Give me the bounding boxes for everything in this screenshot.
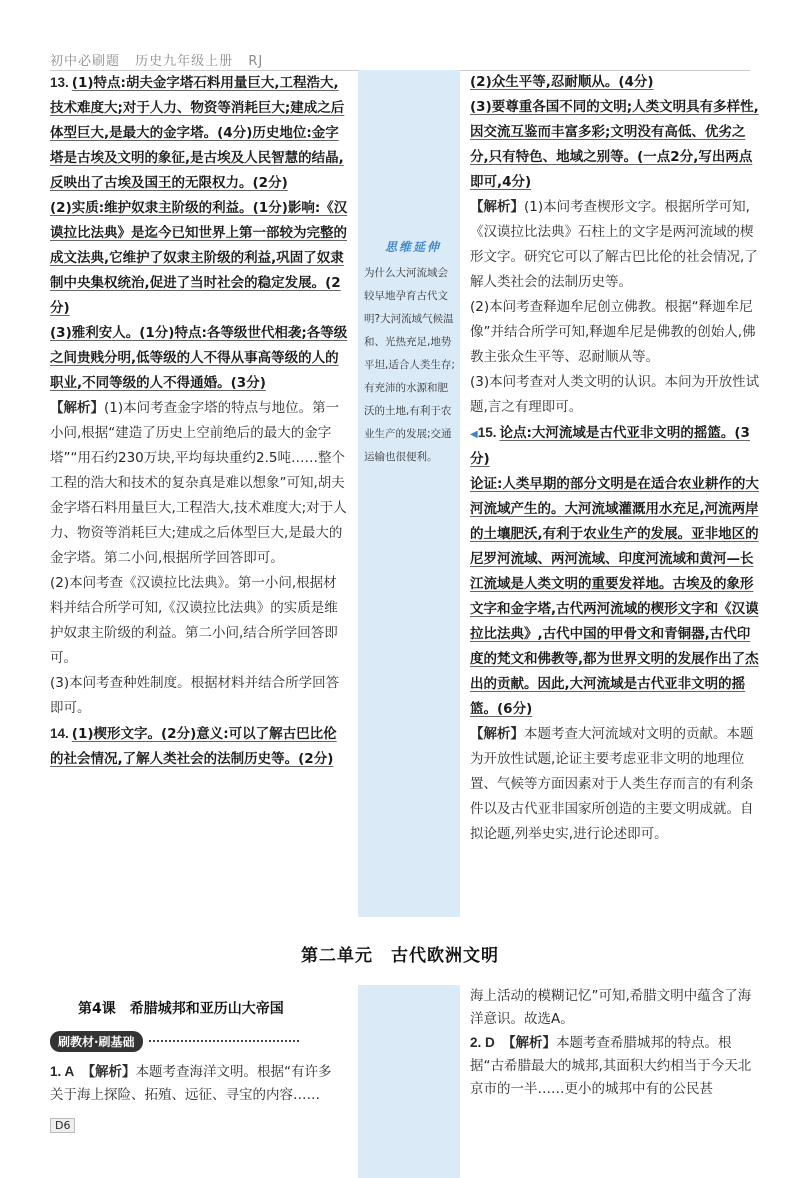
question-number: 15. <box>477 425 497 440</box>
dotted-divider <box>149 1040 299 1042</box>
answer-text: (3)要尊重各国不同的文明;人类文明具有多样性,因交流互鉴而丰富多彩;文明没有高低、优劣之分,只有特色、地域之别等。(一点2分,写出两点即可,4分) <box>470 99 759 190</box>
answer-text: 论点:大河流域是古代亚非文明的摇篮。(3分) <box>470 425 750 467</box>
analysis-text: 本题考查海洋文明。根据“有许多关于海上探险、拓殖、远征、寻宝的内容…… <box>50 1064 332 1103</box>
q1-answer <box>50 1060 340 1107</box>
sidebar-strip <box>358 985 460 1178</box>
analysis-text: (1)本问考查楔形文字。根据所学可知,《汉谟拉比法典》石柱上的文字是两河流域的楔形文字。研究它可以了解古巴比伦的社会情况,了解人类社会的法制历史等。 <box>470 199 758 290</box>
q14-analysis1 <box>470 195 760 295</box>
answer-text: (2)实质:维护奴隶主阶级的利益。(1分)影响:《汉谟拉比法典》是迄今已知世界上第一部较为完整的成文法典,它维护了奴隶主阶级的利益,巩固了奴隶制中央集权统治,促进了当时社会的稳定发展。(2分) <box>50 200 348 316</box>
q13-part3 <box>50 321 350 396</box>
right-column <box>470 70 760 847</box>
q13-analysis3: (3)本问考查种姓制度。根据材料并结合所学回答即可。 <box>50 675 340 716</box>
analysis-text: 本题考查大河流域对文明的贡献。本题为开放性试题,论证主要考虑亚非文明的地理位置、气候等方面因素对于人类生存而言的有利条件以及古代亚非国家所创造的主要文明成就。自拟论题,列举史实,进行论述即可。 <box>470 726 754 842</box>
q2-answer <box>470 1031 760 1101</box>
analysis-tag: 【解析】 <box>470 726 524 742</box>
q13-part1 <box>50 70 350 196</box>
q14-part3 <box>470 95 760 195</box>
sidebar-text: 为什么大河流域会较早地孕育古代文明?大河流域气候温和、光热充足,地势平坦,适合人类生存;有充沛的水源和肥沃的土地,有利于农业生产的发展;交通运输也很便利。 <box>364 267 455 463</box>
q13-analysis2: (2)本问考查《汉谟拉比法典》。第一小问,根据材料并结合所学可知,《汉谟拉比法典》的实质是维护奴隶主阶级的利益。第二小问,结合所学回答即可。 <box>50 575 338 666</box>
q14-analysis3: (3)本问考查对人类文明的认识。本问为开放性试题,言之有理即可。 <box>470 374 760 415</box>
answer-text: (1)楔形文字。(2分)意义:可以了解古巴比伦的社会情况,了解人类社会的法制历史等。(2分) <box>50 726 337 767</box>
lesson-title: 第4课 希腊城邦和亚历山大帝国 <box>78 1001 284 1017</box>
q1-continued: 海上活动的模糊记忆”可知,希腊文明中蕴含了海洋意识。故选A。 <box>470 988 752 1027</box>
book-name: 初中必刷题 <box>50 54 121 69</box>
analysis-tag: 【解析】 <box>50 400 104 416</box>
section-title: 第二单元 古代欧洲文明 <box>301 946 499 966</box>
edition: RJ <box>248 54 264 69</box>
q15-part2 <box>470 472 760 722</box>
analysis-text: (1)本问考查金字塔的特点与地位。第一小问,根据“建造了历史上空前绝后的最大的金字塔”“用石约230万块,平均每块重约2.5吨……整个工程的浩大和技术的复杂真是难以想象”可知,胡夫金字塔石料用量巨大,工程浩大,技术难度大;对于人力、物资等消耗巨大;建成之后体型巨大,是最大的金字塔。第二小问,根据所学回答即可。 <box>50 400 347 566</box>
section-badge <box>50 1030 299 1052</box>
sidebar-title: 思维延伸 <box>385 240 442 254</box>
thinking-sidebar <box>358 70 460 917</box>
q15-part1 <box>470 420 760 472</box>
subject-name: 历史九年级上册 <box>135 54 234 69</box>
q14-part1 <box>50 721 350 772</box>
answer-text: (2)众生平等,忍耐顺从。(4分) <box>470 74 654 90</box>
running-header <box>50 50 273 69</box>
question-number: 2. D <box>470 1035 495 1050</box>
q14-part2 <box>470 70 760 95</box>
analysis-text: 本题考查希腊城邦的特点。根据“古希腊最大的城邦,其面积大约相当于今天北京市的一半……更小的城邦中有的公民甚 <box>470 1035 752 1097</box>
question-number: 13. <box>50 75 69 90</box>
analysis-tag: 【解析】 <box>470 199 524 215</box>
q14-analysis2: (2)本问考查释迦牟尼创立佛教。根据“释迦牟尼像”并结合所学可知,释迦牟尼是佛教的创始人,佛教主张众生平等、忍耐顺从等。 <box>470 299 756 365</box>
question-number: 14. <box>50 726 69 741</box>
left-column <box>50 70 350 772</box>
q15-analysis <box>470 722 760 847</box>
analysis-tag: 【解析】 <box>81 1064 136 1080</box>
q13-part2 <box>50 196 350 321</box>
answer-text: (3)雅利安人。(1分)特点:各等级世代相袭;各等级之间贵贱分明,低等级的人不得从事高等级的人的职业,不同等级的人不得通婚。(3分) <box>50 325 348 391</box>
question-number: 1. A <box>50 1064 75 1079</box>
arrow-left-icon: ◀ <box>470 429 478 440</box>
q13-analysis1 <box>50 396 350 571</box>
analysis-tag: 【解析】 <box>502 1035 557 1051</box>
page-number: D6 <box>50 1118 75 1133</box>
answer-text: 论证:人类早期的部分文明是在适合农业耕作的大河流域产生的。大河流域灌溉用水充足,河流两岸的土壤肥沃,有利于农业生产的发展。亚非地区的尼罗河流域、两河流域、印度河流域和黄河—长江流域是人类文明的重要发祥地。古埃及的象形文字和金字塔,古代两河流域的楔形文字和《汉谟拉比法典》,古代中国的甲骨文和青铜器,古代印度的梵文和佛教等,都为世界文明的发展作出了杰出的贡献。因此,大河流域是古代亚非文明的摇篮。(6分) <box>470 476 759 717</box>
badge-label: 刷教材·刷基础 <box>50 1031 143 1052</box>
right-bottom-column <box>470 985 760 1101</box>
answer-text: (1)特点:胡夫金字塔石料用量巨大,工程浩大,技术难度大;对于人力、物资等消耗巨大;建成之后体型巨大,是最大的金字塔。(4分)历史地位:金字塔是古埃及文明的象征,是古埃及人民智慧的结晶,反映出了古埃及国王的无限权力。(2分) <box>50 75 345 191</box>
